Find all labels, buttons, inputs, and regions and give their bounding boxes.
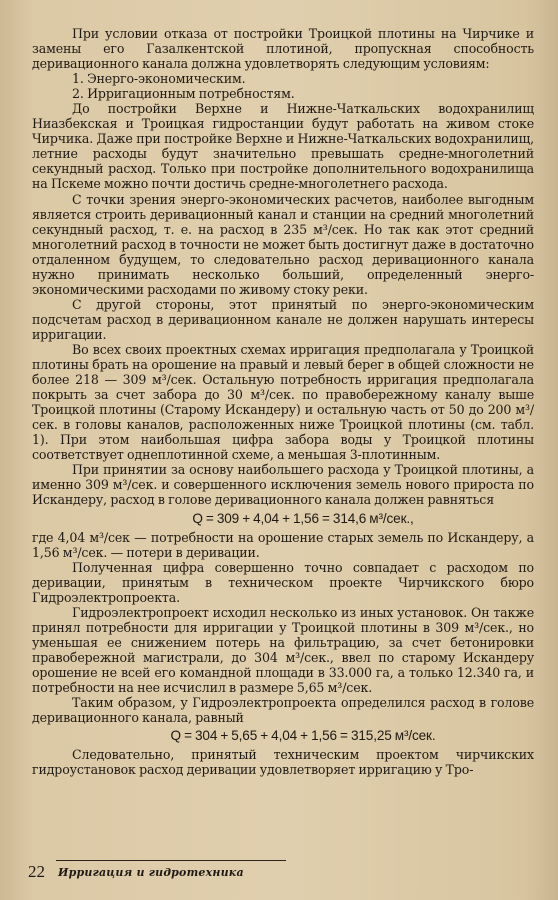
paragraph-formula-explanation: где 4,04 м³/сек — потребности на орошение старых земель по Искандеру, а 1,56 м³/сек. — потери в деривации. [32, 529, 534, 560]
paragraph-conclusion: Следовательно, принятый техническим проектом чирчикских гидроустановок расход деривации удовлетворяет ирригацию у Тро- [32, 747, 534, 778]
paragraph-energy-economics: С точки зрения энерго-экономических расчетов, наиболее выгодным является строить деривационный канал и станции на средний многолетний секундный расход, т. е. на расход в 235 м³/сек. Но так как этот средний многолетний расход в точности не может быть достигнут даже в достаточно отдаленном будущем, то следовательно расход деривационного канала нужно принимать несколько больший, определенный энерго-экономическими расходами по живому стоку реки. [32, 191, 534, 297]
journal-title: Ирригация и гидротехника [58, 866, 244, 879]
list-item-irrigation: 2. Ирригационным потребностям. [72, 86, 295, 102]
paragraph-intro: При условии отказа от постройки Троицкой плотины на Чирчике и замены его Газалкентской плотиной, пропускная способность деривационного канала должна удовлетворять следующим условиям: [32, 26, 534, 72]
paragraph-reservoirs: До постройки Верхне и Нижне-Чаткальских водохранилищ Ниазбекская и Троицкая гидростанции будут работать на живом стоке Чирчика. Даже при постройке Верхне и Нижне-Чаткальских водохранилищ, летние расходы будут значительно превышать средне-многолетний секундный расход. Только при постройке дополнительного водохранилища на Пскеме можно почти достичь средне-многолетнего расхода. [32, 101, 534, 192]
list-item-energy: 1. Энерго-экономическим. [72, 71, 246, 87]
paragraph-hydroelectroproject: Гидроэлектропроект исходил несколько из иных установок. Он также принял потребности для ирригации у Троицкой плотины в 309 м³/сек., но уменьшая ее снижением потерь на фильтрацию, за счет бетонировки правобережной магистрали, до 304 м³/сек., ввел по старому Искандеру орошение не всей его командной площади в 33.000 га, а только 12.340 га, и потребности на нее исчислил в размере 5,65 м³/сек. [32, 604, 534, 695]
footer-divider [56, 860, 286, 861]
article-body [32, 26, 534, 777]
page-footer [28, 860, 534, 884]
paragraph-determined-discharge: Таким образом, у Гидроэлектропроекта определился расход в голове деривационного канала, равный [32, 695, 534, 726]
formula-discharge-2: Q = 304 + 5,65 + 4,04 + 1,56 = 315,25 м³/сек. [170, 728, 436, 744]
formula-discharge-1: Q = 309 + 4,04 + 1,56 = 314,6 м³/сек., [192, 510, 414, 526]
paragraph-coincidence: Полученная цифра совершенно точно совпадает с расходом по деривации, принятым в техническом проекте Чирчикского бюро Гидроэлектропроекта. [32, 559, 534, 605]
paragraph-irrigation-interests: С другой стороны, этот принятый по энерго-экономическим подсчетам расход в деривационном канале не должен нарушать интересы ирригации. [32, 296, 534, 342]
paragraph-max-discharge: При принятии за основу наибольшего расхода у Троицкой плотины, а именно 309 м³/сек. и совершенного исключения земель нового прироста по Искандеру, расход в голове деривационного канала должен равняться [32, 462, 534, 508]
paragraph-project-schemes: Во всех своих проектных схемах ирригация предполагала у Троицкой плотины брать на орошение на правый и левый берег в общей сложности не более 218 — 309 м³/сек. Остальную потребность ирригация предполагала покрыть за счет забора до 30 м³/сек. по правобережному каналу выше Троицкой плотины (Старому Искандеру) и остальную часть от 50 до 200 м³/сек. в головы каналов, расположенных ниже Троицкой плотины (см. табл. 1). При этом наибольшая цифра забора воды у Троицкой плотины соответствует однеплотинной схеме, а меньшая 3-плотинным. [32, 341, 534, 463]
page-number: 22 [28, 862, 45, 881]
